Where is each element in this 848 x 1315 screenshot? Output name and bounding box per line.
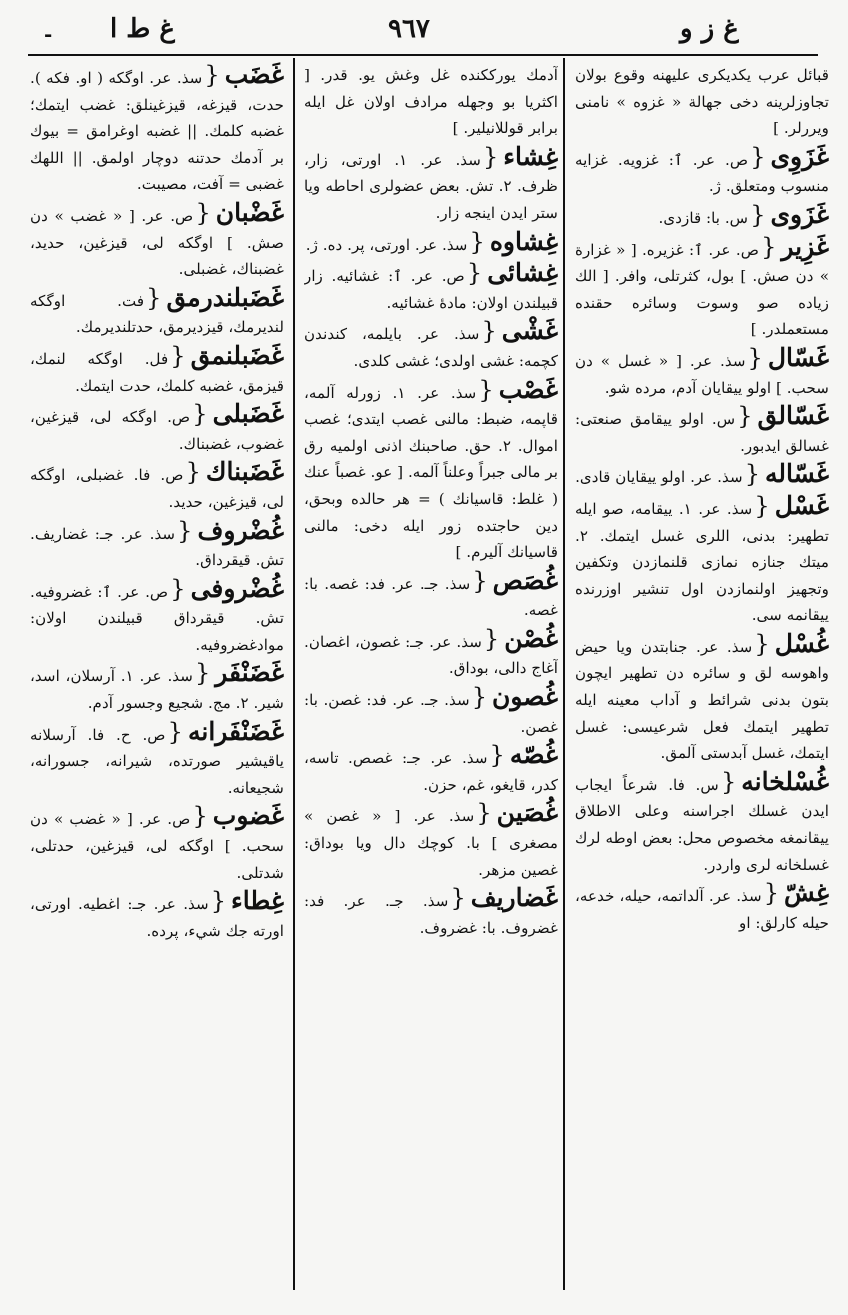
dictionary-entry xyxy=(304,226,558,259)
entry-headword: غَسّاله xyxy=(764,459,829,489)
entry-headword: غَضَنْفَرانه xyxy=(187,716,284,746)
entry-headword: غُصَين xyxy=(496,798,558,828)
entry-brace: { xyxy=(170,574,186,603)
dictionary-entry xyxy=(30,888,284,944)
entry-headword: غُصون xyxy=(491,682,558,712)
entry-headword: غُصّه xyxy=(509,740,558,770)
entry-definition: ص. عر. [ « غضب » دن سحب. ] اوگكه لى، قيزغين، حدتلى، شدتلى. xyxy=(30,810,284,882)
entry-definition: سذ. عر. جـ: غصص. تاسه، كدر، قايغو، غم، حزن. xyxy=(304,749,558,794)
entry-brace: { xyxy=(489,741,505,770)
entry-brace: { xyxy=(481,317,497,346)
header-right-guide-word: غ ز و xyxy=(680,14,739,44)
dictionary-entry xyxy=(575,342,829,401)
entry-headword: غُسْلخانه xyxy=(741,766,829,796)
entry-definition: سذ. عر. اوگكه ( او. فكه ). حدت، قيزغه، قيزغينلق: غضب ايتمك؛ غضبه كلمك. || غضبه اوغرامق = بيوك بر آدمك حدتنه دوچار اولمق. || اللهك غضبى = آفت، مصيبت. xyxy=(30,69,284,194)
entry-definition: سذ. عر. اولو ييقايان قادى. xyxy=(575,468,743,487)
entry-brace: { xyxy=(472,566,488,595)
entry-brace: { xyxy=(204,62,220,89)
entry-headword: غَزَوى xyxy=(770,199,829,229)
dictionary-entry xyxy=(575,403,829,459)
entry-headword: غِشائى xyxy=(487,258,558,288)
entry-definition: فل. اوگكه لنمك، قيزمق، غضبه كلمك، حدت ايتمك. xyxy=(30,349,284,395)
entry-headword: غِشاء xyxy=(503,141,558,171)
dictionary-entry xyxy=(30,716,284,802)
dictionary-entry xyxy=(575,199,829,232)
entry-definition: سذ. عر. ١. اورتى، زار، ظرف. ٢. تش. بعض عضولرى احاطه ويا ستر ايدن اينجه زار. xyxy=(304,150,558,222)
dictionary-entry xyxy=(30,459,284,515)
entry-definition: سذ. جـ. عر. فد: غصن. با: غصن. xyxy=(304,691,558,736)
entry-brace: { xyxy=(471,683,487,712)
dictionary-entry xyxy=(304,318,558,374)
dictionary-entry xyxy=(30,62,284,198)
entry-brace: { xyxy=(466,259,483,288)
dictionary-entry xyxy=(575,231,829,343)
entry-headword: غَسْل xyxy=(774,490,829,520)
entry-definition: سذ. عر. اورتى، پر. ده. ژ. xyxy=(305,235,468,254)
entry-brace: { xyxy=(747,343,763,372)
entry-brace: { xyxy=(754,491,770,520)
dictionary-entry xyxy=(304,374,558,566)
running-header xyxy=(0,0,848,52)
entry-definition: آدمك يورككنده غل وغش يو. قدر. [ اكثريا بو وجهله مرادف اولان غل ايله برابر قوللانيلير. ] xyxy=(304,66,558,138)
entry-brace: { xyxy=(744,460,760,489)
entry-brace: { xyxy=(483,624,500,653)
dictionary-entry xyxy=(575,490,829,629)
dictionary-entry xyxy=(30,573,284,659)
entry-headword: غَضَب xyxy=(224,62,284,89)
entry-headword: غِشاوه xyxy=(489,226,558,256)
dictionary-entry xyxy=(304,62,558,142)
dictionary-entry xyxy=(575,766,829,878)
entry-headword: غُضْروف xyxy=(197,515,284,545)
entry-definition: ص. عر. ٱ: غضروفيه. تش. قيقرداق قبيلندن اولان: موادغضروفيه. xyxy=(30,582,284,654)
entry-headword: غَزِير xyxy=(781,231,829,261)
dictionary-entry xyxy=(304,742,558,798)
entry-brace: { xyxy=(750,200,766,229)
entry-headword: غَضوب xyxy=(212,801,284,831)
entry-headword: غَضَبلى xyxy=(212,399,284,429)
dictionary-entry xyxy=(30,401,284,457)
entry-headword: غَضَنْفَر xyxy=(215,658,284,688)
dictionary-entry xyxy=(30,803,284,886)
entry-brace: { xyxy=(763,879,780,908)
column-middle xyxy=(304,62,558,1292)
column-left xyxy=(30,62,284,1292)
entry-brace: { xyxy=(185,458,201,487)
entry-headword: غَضاريف xyxy=(470,883,558,913)
entry-brace: { xyxy=(170,341,186,370)
entry-headword: غَزَوِى xyxy=(770,141,829,171)
entry-definition: فت. اوگكه لنديرمك، قيزديرمق، حدتلنديرمك. xyxy=(30,291,284,337)
entry-headword: غَسّال xyxy=(767,342,829,372)
entry-brace: { xyxy=(476,799,492,828)
entry-definition: سذ. عر. [ « غسل » دن سحب. ] اولو ييقايان آدم، مرده شو. xyxy=(575,351,829,397)
entry-headword: غِطاء xyxy=(231,886,284,916)
entry-definition: سذ. عر. ١. زورله آلمه، قاپمه، ضبط: مالنى غصب ايتدى؛ غصب اموال. ٢. حق. صاحبنك اذنى اولميه رق بر مالى جبراً وعلناً آلمه. [ عو. غصباً عنك ( غلط: قاسيانك ) = هر حالده وبحق، دين حاجتده زور ايله دخى: مالنى قاسيانك آليرم. ] xyxy=(304,383,558,562)
entry-brace: { xyxy=(450,884,466,913)
dictionary-entry xyxy=(30,340,284,399)
entry-definition: س. اولو ييقامق صنعتى: غسالق ايدبور. xyxy=(575,410,829,455)
entry-brace: { xyxy=(469,227,485,256)
dictionary-entry xyxy=(304,260,558,316)
entry-headword: غَضْبان xyxy=(215,197,284,227)
dictionary-entry xyxy=(30,197,284,283)
entry-headword: غِشّ xyxy=(784,878,829,908)
entry-headword: غُسْل xyxy=(774,628,829,658)
entry-definition: ص. عر. ٱ: غشائيه. زار قبيلندن اولان: مادهٔ غشائيه. xyxy=(304,267,558,312)
entry-definition: س. فا. شرعاً ايجاب ايدن غسلك اجراسنه وعلى الاطلاق ييقانمغه مخصوص محل: بعض اوطه لرك غسلخانه لرى واردر. xyxy=(575,775,829,874)
dictionary-entry xyxy=(304,623,558,682)
entry-headword: غُصْن xyxy=(504,623,558,653)
entry-definition: سذ. عر. جنابتدن ويا حيض واهوسه لق و سائره دن تطهير ايچون بتون بدنى شرائط و آداب معينه ايله تطهير ايتمك فعل شرعيسى: غسل ايتمك، غسل آبدستى آلمق. xyxy=(575,637,829,763)
column-divider xyxy=(563,58,565,1290)
entry-brace: { xyxy=(754,629,770,658)
entry-brace: { xyxy=(761,232,777,261)
dictionary-entry xyxy=(304,565,558,624)
entry-definition: ص. فا. غضبلى، اوگكه لى، قيزغين، حديد. xyxy=(30,466,284,511)
entry-headword: غَضَبلنمق xyxy=(190,340,284,370)
entry-brace: { xyxy=(194,659,211,688)
entry-brace: { xyxy=(210,887,227,916)
entry-definition: ص. عر. ٱ: غزويه. غزايه منسوب ومتعلق. ژ. xyxy=(575,150,829,196)
entry-headword: غَسّالق xyxy=(757,401,829,431)
column-divider xyxy=(293,58,295,1290)
entry-headword: غَشْى xyxy=(501,316,558,346)
entry-brace: { xyxy=(195,198,211,227)
entry-headword: غَصْب xyxy=(498,374,558,404)
dictionary-entry xyxy=(304,885,558,941)
entry-headword: غَضَبناك xyxy=(205,457,284,487)
header-left-guide-word: غ ط ا xyxy=(110,14,175,44)
dictionary-entry xyxy=(30,282,284,341)
dictionary-entry xyxy=(304,141,558,227)
dictionary-entry xyxy=(575,880,829,936)
entry-definition: سذ. عر. آلداتمه، حيله، خدعه، حيله كارلق: او xyxy=(575,887,829,932)
entry-definition: سذ. عر. ١. ييقامه، صو ايله تطهير: بدنى، اللرى غسل ايتمك. ٢. ميتك جنازه نمازى قلنمازدن وتكفين وتجهيز اولنمازدن اول تنشير اوزرنده ييقانمه سى. xyxy=(575,499,829,625)
entry-brace: { xyxy=(750,142,766,171)
entry-definition: سذ. جـ. عر. فد: غصه. با: غصه. xyxy=(304,574,558,620)
entry-headword: غُضْروفى xyxy=(190,573,284,603)
entry-definition: ص. عر. ٱ: غزيره. [ « غزارة » دن صش. ] بول، كثرتلى، وافر. [ الك زياده صو وسوت وسائره حقنده مستعملدر. ] xyxy=(575,240,829,339)
entry-definition: سذ. عر. [ « غصن » مصغرى ] با. كوچك دال ويا بوداق: غصين مزهر. xyxy=(304,807,558,879)
entry-brace: { xyxy=(478,375,494,404)
dictionary-entry xyxy=(575,141,829,200)
dictionary-entry xyxy=(304,684,558,740)
dictionary-entry xyxy=(575,461,829,491)
header-rule xyxy=(28,54,818,56)
entry-brace: { xyxy=(737,402,753,431)
dictionary-entry xyxy=(30,515,284,574)
page-number: ٩٦٧ xyxy=(388,14,430,44)
entry-brace: { xyxy=(167,717,183,746)
entry-brace: { xyxy=(192,400,208,429)
entry-definition: سذ. عر. جـ: اغطيه. اورتى، اورته جك شيء، پرده. xyxy=(30,895,284,940)
entry-brace: { xyxy=(482,142,499,171)
header-dash: - xyxy=(44,22,53,46)
column-right xyxy=(575,62,829,1292)
entry-definition: سذ. جـ. عر. فد: غضروف. با: غضروف. xyxy=(304,892,558,937)
entry-headword: غُصَص xyxy=(492,565,558,595)
entry-headword: غَضَبلندرمق xyxy=(166,282,284,312)
entry-definition: س. با: قازدى. xyxy=(658,208,749,227)
entry-definition: ص. ح. فا. آرسلانه ياقيشير صورتده، شيرانه، جسورانه، شجيعانه. xyxy=(30,725,284,797)
entry-definition: ص. عر. [ « غضب » دن صش. ] اوگكه لى، قيزغين، حديد، غضبناك، غضبلى. xyxy=(30,206,284,279)
entry-brace: { xyxy=(720,767,737,796)
dictionary-entry xyxy=(575,62,829,142)
entry-definition: سذ. عر. جـ: غضاريف. تش. قيقرداق. xyxy=(30,524,284,570)
entry-definition: ص. اوگكه لى، قيزغين، غضوب، غضبناك. xyxy=(30,408,284,453)
entry-brace: { xyxy=(192,802,208,831)
entry-brace: { xyxy=(177,516,193,545)
entry-definition: قبائل عرب يكديكرى عليهنه وقوع بولان تجاوزلرينه دخى جهالة « غزوه » نامنى ويررلر. ] xyxy=(575,66,829,138)
entry-definition: سذ. عر. جـ: غصون، اغصان. آغاج دالى، بوداق. xyxy=(304,632,558,678)
dictionary-entry xyxy=(304,800,558,883)
entry-definition: سذ. عر. بايلمه، كندندن كچمه: غشى اولدى؛ غشى كلدى. xyxy=(304,325,558,370)
entry-brace: { xyxy=(146,283,162,312)
dictionary-entry xyxy=(30,660,284,716)
dictionary-entry xyxy=(575,628,829,767)
entry-definition: سذ. عر. ١. آرسلان، اسد، شير. ٢. مج. شجيع وجسور آدم. xyxy=(30,667,284,713)
